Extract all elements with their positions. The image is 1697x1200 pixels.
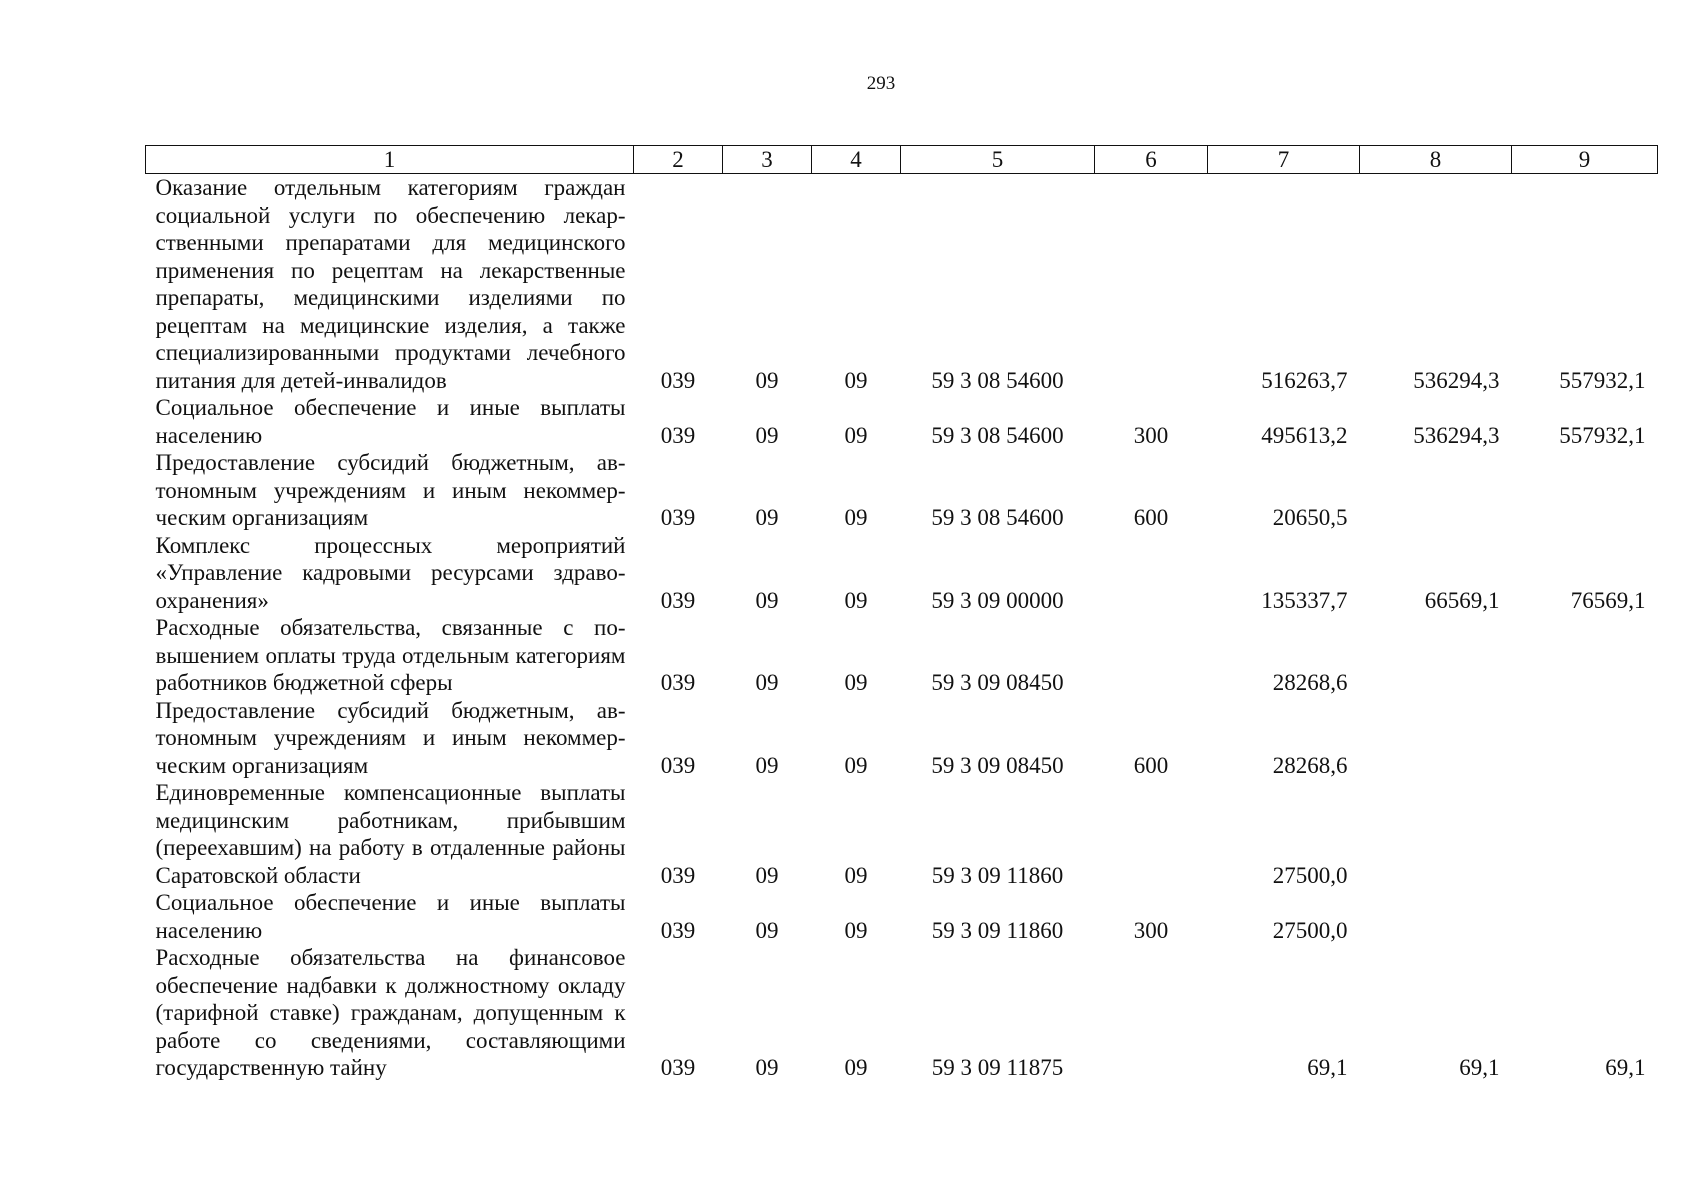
item-name: Предоставление субсидий бюджетным, автономным учреждениям и иным некоммерческим организациям xyxy=(155,697,626,778)
table-row xyxy=(146,614,1658,697)
grbs-code: 039 xyxy=(660,587,696,613)
target-article-code: 59 3 08 54600 xyxy=(931,367,1064,393)
section-code: 09 xyxy=(755,917,779,943)
column-header: 8 xyxy=(1360,146,1512,174)
amount-year-1: 495613,2 xyxy=(1261,422,1348,448)
expense-type-code xyxy=(1095,174,1208,395)
amount-year-3 xyxy=(1512,449,1658,532)
table-row xyxy=(146,697,1658,780)
amount-year-3 xyxy=(1512,614,1658,697)
subsection-code: 09 xyxy=(844,752,868,778)
amount-year-1: 28268,6 xyxy=(1272,670,1348,695)
amount-year-2 xyxy=(1360,449,1512,532)
target-article-code: 59 3 09 11860 xyxy=(931,862,1064,888)
column-header: 1 xyxy=(146,146,634,174)
table-row xyxy=(146,394,1658,449)
expense-type-code: 600 xyxy=(1133,752,1169,778)
grbs-code: 039 xyxy=(660,752,696,778)
amount-year-2: 66569,1 xyxy=(1424,587,1500,613)
amount-year-3 xyxy=(1512,889,1658,944)
amount-year-1: 69,1 xyxy=(1307,1055,1348,1080)
column-header: 3 xyxy=(723,146,812,174)
item-name: Расходные обязательства на финансовое обеспечение надбавки к должностному окладу (тарифной ставке) гражданам, допущенным к работе со сведениями, составляющими государственную тайну xyxy=(155,945,626,1080)
subsection-code: 09 xyxy=(844,422,868,448)
expense-type-code xyxy=(1095,614,1208,697)
expense-type-code xyxy=(1095,944,1208,1082)
expense-type-code: 600 xyxy=(1133,505,1169,530)
target-article-code: 59 3 08 54600 xyxy=(931,422,1064,448)
amount-year-1: 516263,7 xyxy=(1261,367,1348,393)
target-article-code: 59 3 09 11860 xyxy=(931,917,1064,943)
item-name: Комплекс процессных мероприятий «Управление кадровыми ресурсами здравоохранения» xyxy=(155,532,626,613)
column-header: 7 xyxy=(1208,146,1360,174)
table-row xyxy=(146,174,1658,395)
subsection-code: 09 xyxy=(844,1055,868,1080)
grbs-code: 039 xyxy=(660,917,696,943)
column-header: 5 xyxy=(901,146,1095,174)
amount-year-3: 69,1 xyxy=(1605,1055,1646,1080)
subsection-code: 09 xyxy=(844,505,868,530)
item-name: Предоставление субсидий бюджетным, автономным учреждениям и иным некоммерческим организациям xyxy=(155,450,626,530)
grbs-code: 039 xyxy=(660,422,696,448)
grbs-code: 039 xyxy=(660,505,696,530)
section-code: 09 xyxy=(755,422,779,448)
expense-type-code: 300 xyxy=(1133,422,1169,448)
target-article-code: 59 3 09 08450 xyxy=(931,752,1064,778)
expense-type-code: 300 xyxy=(1133,917,1169,943)
item-name: Оказание отдельным категориям граждан социальной услуги по обеспечению лекарственными препаратами для медицинского применения по рецептам на лекарственные препараты, медицинскими изделиями по рецептам на медицинские изделия, а также специализированными продуктами лечебного питания для детей-инвалидов xyxy=(155,175,626,393)
column-header: 2 xyxy=(634,146,723,174)
header-row xyxy=(146,146,1658,174)
grbs-code: 039 xyxy=(660,367,696,393)
target-article-code: 59 3 09 08450 xyxy=(931,670,1064,695)
target-article-code: 59 3 09 11875 xyxy=(931,1055,1064,1080)
subsection-code: 09 xyxy=(844,862,868,888)
amount-year-3 xyxy=(1512,697,1658,780)
grbs-code: 039 xyxy=(660,862,696,888)
amount-year-2: 536294,3 xyxy=(1413,367,1500,393)
subsection-code: 09 xyxy=(844,367,868,393)
item-name: Социальное обеспечение и иные выплаты населению xyxy=(155,890,626,943)
amount-year-3 xyxy=(1512,779,1658,889)
budget-table xyxy=(145,145,1658,1082)
grbs-code: 039 xyxy=(660,670,696,695)
amount-year-2 xyxy=(1360,697,1512,780)
amount-year-3: 76569,1 xyxy=(1570,587,1646,613)
column-header: 9 xyxy=(1512,146,1658,174)
amount-year-2 xyxy=(1360,614,1512,697)
amount-year-2: 536294,3 xyxy=(1413,422,1500,448)
subsection-code: 09 xyxy=(844,670,868,695)
expense-type-code xyxy=(1095,532,1208,615)
amount-year-1: 27500,0 xyxy=(1272,862,1348,888)
section-code: 09 xyxy=(755,670,779,695)
amount-year-2 xyxy=(1360,889,1512,944)
page-number: 293 xyxy=(866,73,896,94)
section-code: 09 xyxy=(755,505,779,530)
target-article-code: 59 3 09 00000 xyxy=(931,587,1064,613)
column-header: 4 xyxy=(812,146,901,174)
subsection-code: 09 xyxy=(844,917,868,943)
amount-year-3: 557932,1 xyxy=(1559,367,1646,393)
section-code: 09 xyxy=(755,367,779,393)
table-row xyxy=(146,889,1658,944)
amount-year-1: 20650,5 xyxy=(1272,505,1348,530)
section-code: 09 xyxy=(755,1055,779,1080)
table-row xyxy=(146,449,1658,532)
table-row xyxy=(146,779,1658,889)
amount-year-1: 28268,6 xyxy=(1272,752,1348,778)
table-row xyxy=(146,944,1658,1082)
target-article-code: 59 3 08 54600 xyxy=(931,505,1064,530)
column-header: 6 xyxy=(1095,146,1208,174)
item-name: Расходные обязательства, связанные с повышением оплаты труда отдельным категориям работников бюджетной сферы xyxy=(155,615,626,695)
subsection-code: 09 xyxy=(844,587,868,613)
section-code: 09 xyxy=(755,587,779,613)
amount-year-2: 69,1 xyxy=(1459,1055,1500,1080)
item-name: Единовременные компенсационные выплаты медицинским работникам, прибывшим (переехавшим) на работу в отдаленные районы Саратовской области xyxy=(155,780,626,888)
section-code: 09 xyxy=(755,862,779,888)
amount-year-2 xyxy=(1360,779,1512,889)
amount-year-1: 27500,0 xyxy=(1272,917,1348,943)
amount-year-3: 557932,1 xyxy=(1559,422,1646,448)
amount-year-1: 135337,7 xyxy=(1261,587,1348,613)
section-code: 09 xyxy=(755,752,779,778)
expense-type-code xyxy=(1095,779,1208,889)
item-name: Социальное обеспечение и иные выплаты населению xyxy=(155,395,626,448)
table-row xyxy=(146,532,1658,615)
grbs-code: 039 xyxy=(660,1055,696,1080)
